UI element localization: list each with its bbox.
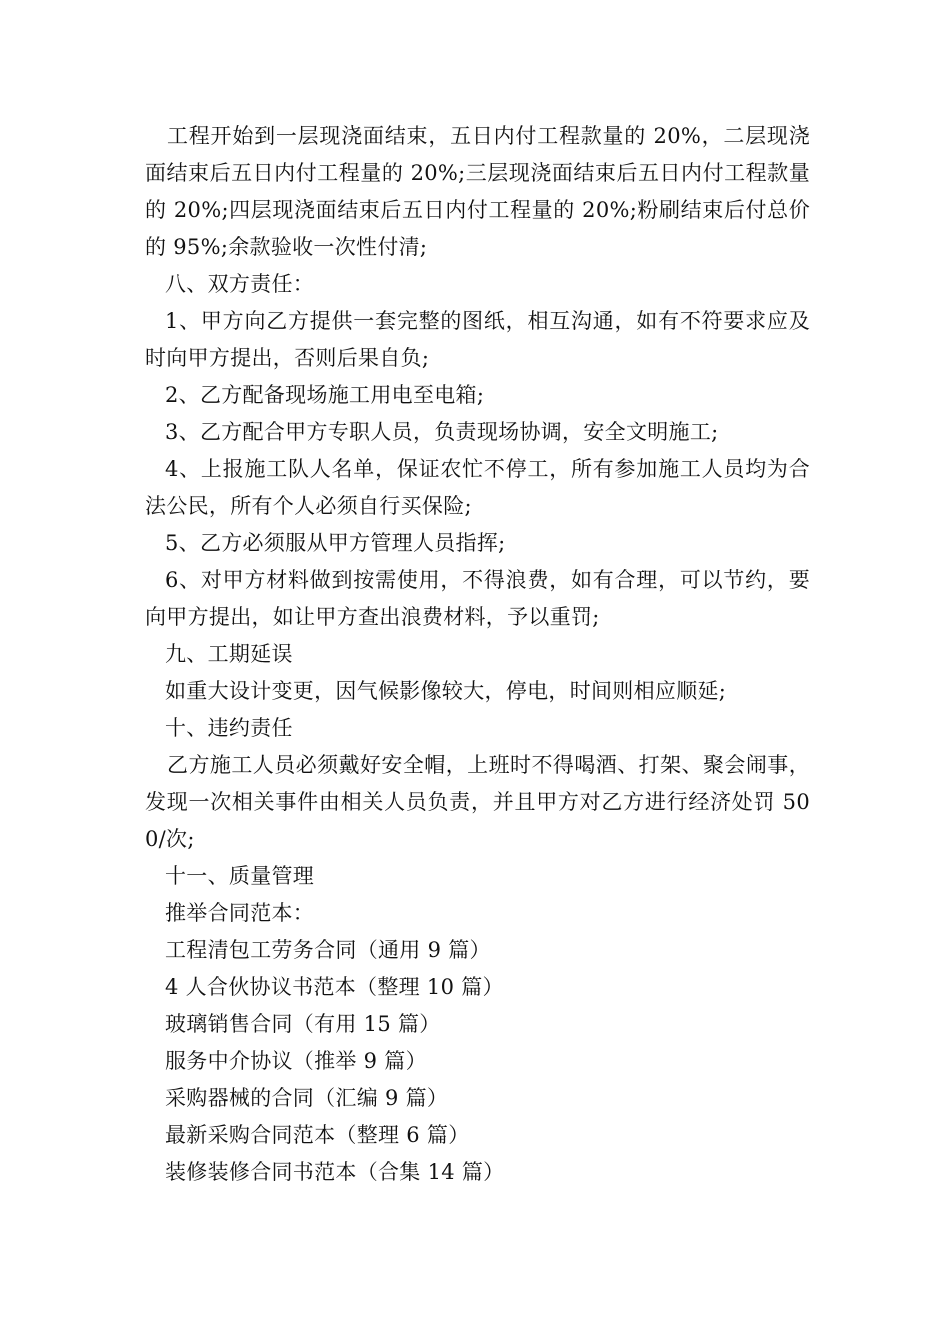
- recommended-link[interactable]: 最新采购合同范本（整理 6 篇）: [165, 1123, 470, 1147]
- recommended-link[interactable]: 工程清包工劳务合同（通用 9 篇）: [165, 938, 491, 962]
- responsibility-item-5: 5、乙方必须服从甲方管理人员指挥;: [165, 531, 506, 555]
- recommended-templates-heading: 推举合同范本：: [165, 901, 315, 925]
- recommended-link[interactable]: 装修装修合同书范本（合集 14 篇）: [165, 1160, 505, 1184]
- responsibility-item-6: 6、对甲方材料做到按需使用，不得浪费，如有合理，可以节约，要向甲方提出，如让甲方查出浪费材料，予以重罚;: [145, 568, 810, 629]
- payment-schedule-paragraph: 工程开始到一层现浇面结束，五日内付工程款量的 20%，二层现浇面结束后五日内付工程量的 20%;三层现浇面结束后五日内付工程款量的 20%;四层现浇面结束后五日内付工程量的 20%;粉刷结束后付总价的 95%;余款验收一次性付清;: [145, 124, 810, 259]
- section-heading-delay: 九、工期延误: [165, 642, 293, 666]
- recommended-link[interactable]: 4 人合伙协议书范本（整理 10 篇）: [165, 975, 504, 999]
- section-heading-breach: 十、违约责任: [165, 716, 293, 740]
- section-heading-quality: 十一、质量管理: [165, 864, 315, 888]
- delay-paragraph: 如重大设计变更，因气候影像较大，停电，时间则相应顺延;: [165, 679, 727, 703]
- responsibility-item-1: 1、甲方向乙方提供一套完整的图纸，相互沟通，如有不符要求应及时向甲方提出，否则后果自负;: [145, 309, 810, 370]
- section-heading-responsibilities: 八、双方责任：: [165, 272, 315, 296]
- recommended-link[interactable]: 服务中介协议（推举 9 篇）: [165, 1049, 427, 1073]
- recommended-link[interactable]: 玻璃销售合同（有用 15 篇）: [165, 1012, 441, 1036]
- recommended-link[interactable]: 采购器械的合同（汇编 9 篇）: [165, 1086, 449, 1110]
- responsibility-item-2: 2、乙方配备现场施工用电至电箱;: [165, 383, 485, 407]
- breach-paragraph: 乙方施工人员必须戴好安全帽，上班时不得喝酒、打架、聚会闹事，发现一次相关事件由相关人员负责，并且甲方对乙方进行经济处罚 500/次;: [145, 753, 810, 851]
- responsibility-item-3: 3、乙方配合甲方专职人员，负责现场协调，安全文明施工;: [165, 420, 719, 444]
- responsibility-item-4: 4、上报施工队人名单，保证农忙不停工，所有参加施工人员均为合法公民，所有个人必须自行买保险;: [145, 457, 810, 518]
- document-page: [145, 118, 810, 1191]
